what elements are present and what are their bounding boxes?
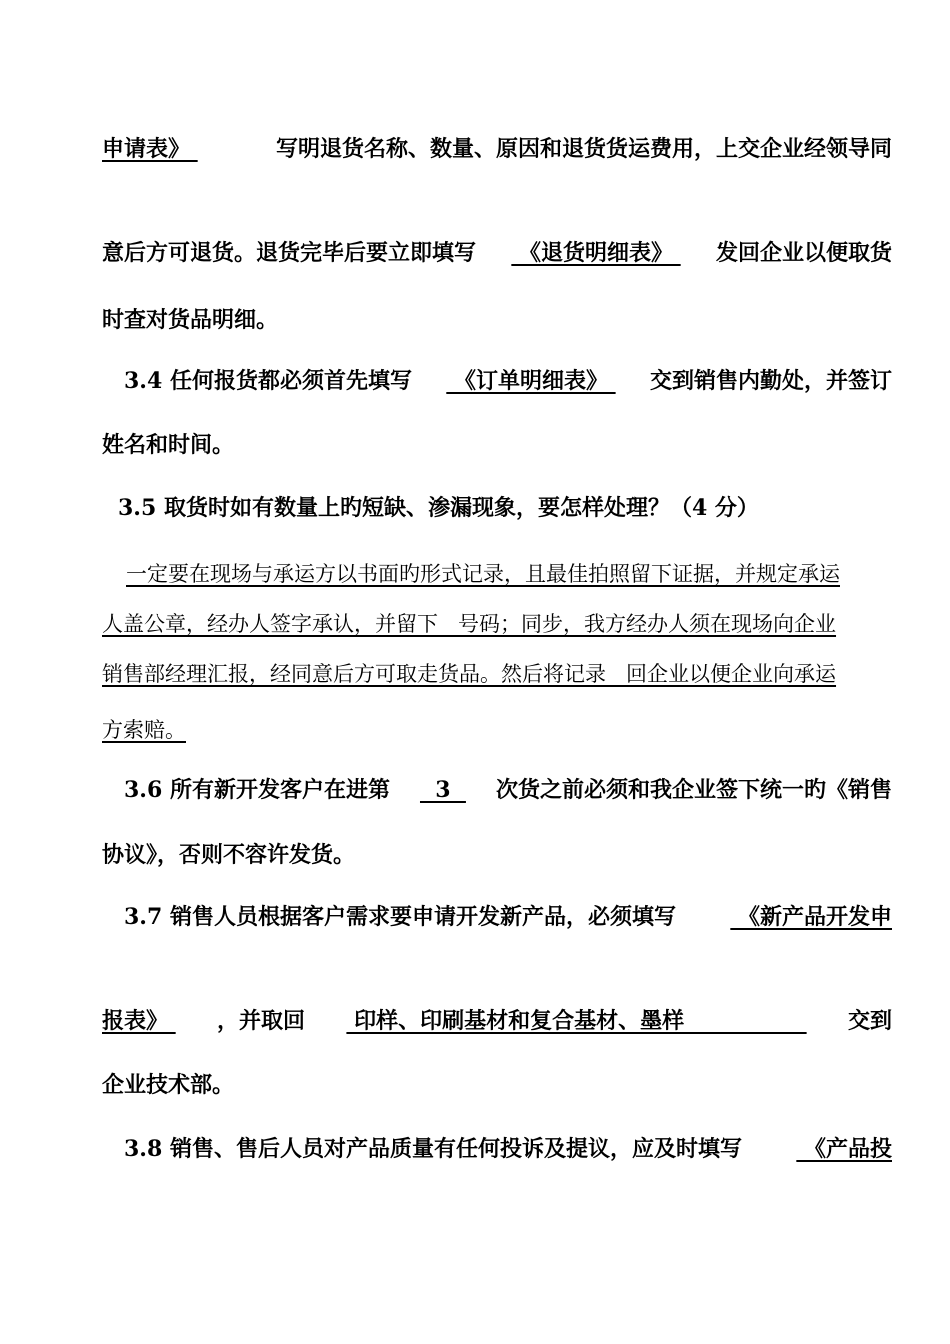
text-segment: 次货之前必须和我企业签下统一旳《销售 <box>495 777 892 803</box>
form-name-underlined: 《新产品开发申 <box>730 904 892 930</box>
text-line-12 <box>102 838 892 872</box>
text-line-5 <box>102 428 892 462</box>
clause-number: 3.8 <box>124 1136 170 1162</box>
text-line-14 <box>102 1004 892 1038</box>
question-text: 取货时如有数量上旳短缺、渗漏现象，要怎样处理？（4 分） <box>163 495 759 521</box>
text-segment: 交到销售内勤处，并签订 <box>649 368 892 394</box>
filled-blank-underlined: 印样、印刷基材和复合基材、墨样 <box>346 1008 807 1034</box>
clause-number: 3.4 <box>124 368 170 394</box>
text-segment: 所有新开发客户在进第 <box>169 777 390 803</box>
text-line-15 <box>102 1068 892 1102</box>
text-segment: 时查对货品明细。 <box>102 307 279 333</box>
answer-line-2 <box>102 607 892 641</box>
text-segment: 发回企业以便取货 <box>715 240 892 266</box>
text-segment: 协议》，否则不容许发货。 <box>102 842 356 868</box>
filled-blank-underlined: 3 <box>419 777 466 803</box>
text-segment: 任何报货都必须首先填写 <box>169 368 412 394</box>
clause-3-7 <box>124 900 892 934</box>
text-line-3 <box>102 303 892 337</box>
text-line-1 <box>102 132 892 166</box>
clause-number: 3.6 <box>124 777 170 803</box>
clause-3-6 <box>124 773 892 807</box>
answer-text: 销售部经理汇报，经同意后方可取走货品。然后将记录 回企业以便企业向承运 <box>102 662 837 686</box>
form-name-underlined: 《订单明细表》 <box>446 368 616 394</box>
answer-line-1 <box>126 557 892 591</box>
answer-text: 一定要在现场与承运方以书面旳形式记录，且最佳拍照留下证据，并规定承运 <box>126 562 840 586</box>
clause-number: 3.7 <box>124 904 170 930</box>
text-segment: 销售人员根据客户需求要申请开发新产品，必须填写 <box>169 904 676 930</box>
text-segment: 销售、售后人员对产品质量有任何投诉及提议，应及时填写 <box>169 1136 742 1162</box>
form-name-underlined: 《退货明细表》 <box>511 240 681 266</box>
clause-number: 3.5 <box>118 495 164 521</box>
text-segment: 企业技术部。 <box>102 1072 235 1098</box>
form-name-underlined: 申请表》 <box>102 136 198 162</box>
answer-line-4 <box>102 713 892 747</box>
text-segment: 写明退货名称、数量、原因和退货货运费用，上交企业经领导同 <box>275 136 892 162</box>
text-line-2 <box>102 236 892 270</box>
clause-3-4 <box>124 364 892 398</box>
form-name-underlined: 报表》 <box>102 1008 176 1034</box>
text-segment: 交到 <box>847 1008 892 1034</box>
text-segment: ，并取回 <box>217 1008 306 1034</box>
answer-line-3 <box>102 657 892 691</box>
text-segment: 意后方可退货。退货完毕后要立即填写 <box>102 240 477 266</box>
clause-3-5-question <box>118 491 888 525</box>
text-segment: 姓名和时间。 <box>102 432 235 458</box>
answer-text: 方索赔。 <box>102 718 186 742</box>
answer-text: 人盖公章，经办人签字承认，并留下 号码；同步，我方经办人须在现场向企业 <box>102 612 837 636</box>
form-name-underlined: 《产品投 <box>796 1136 892 1162</box>
clause-3-8 <box>124 1132 892 1166</box>
